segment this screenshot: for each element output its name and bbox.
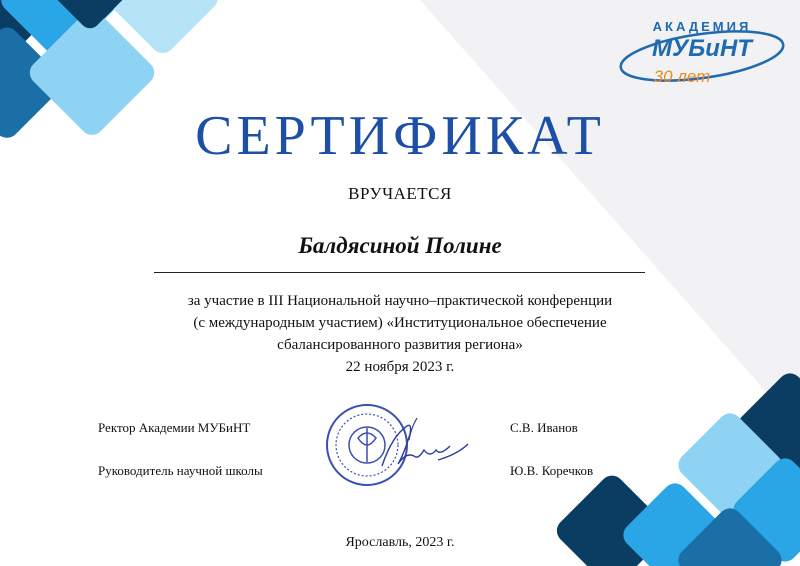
description-line: сбалансированного развития региона» [277,337,523,353]
certificate-description [130,290,670,378]
city-year: Ярославль, 2023 г. [345,535,455,550]
logo-line-mubint: МУБиНТ [652,35,752,62]
event-date: 22 ноября 2023 г. [345,359,455,375]
signatory-name-rector: С.В. Иванов [510,420,578,435]
signatory-role-head: Руководитель научной школы [98,463,263,478]
certificate-title: СЕРТИФИКАТ [195,105,605,167]
logo-line-30-years: 30 лет [653,67,711,86]
certificate-subtitle: ВРУЧАЕТСЯ [348,184,452,203]
logo-line-academy: АКАДЕМИЯ [652,19,752,34]
signatory-role-rector: Ректор Академии МУБиНТ [98,420,251,435]
signatory-name-head: Ю.В. Коречков [510,463,594,478]
description-line: (с международным участием) «Институциональное обеспечение [193,315,607,331]
description-line: за участие в III Национальной научно–практической конференции [187,293,613,309]
recipient-underline [154,272,645,273]
official-stamp [322,398,472,492]
recipient-name: Балдясиной Полине [298,233,502,258]
academy-logo [610,14,788,94]
logo-graphic [610,14,788,94]
